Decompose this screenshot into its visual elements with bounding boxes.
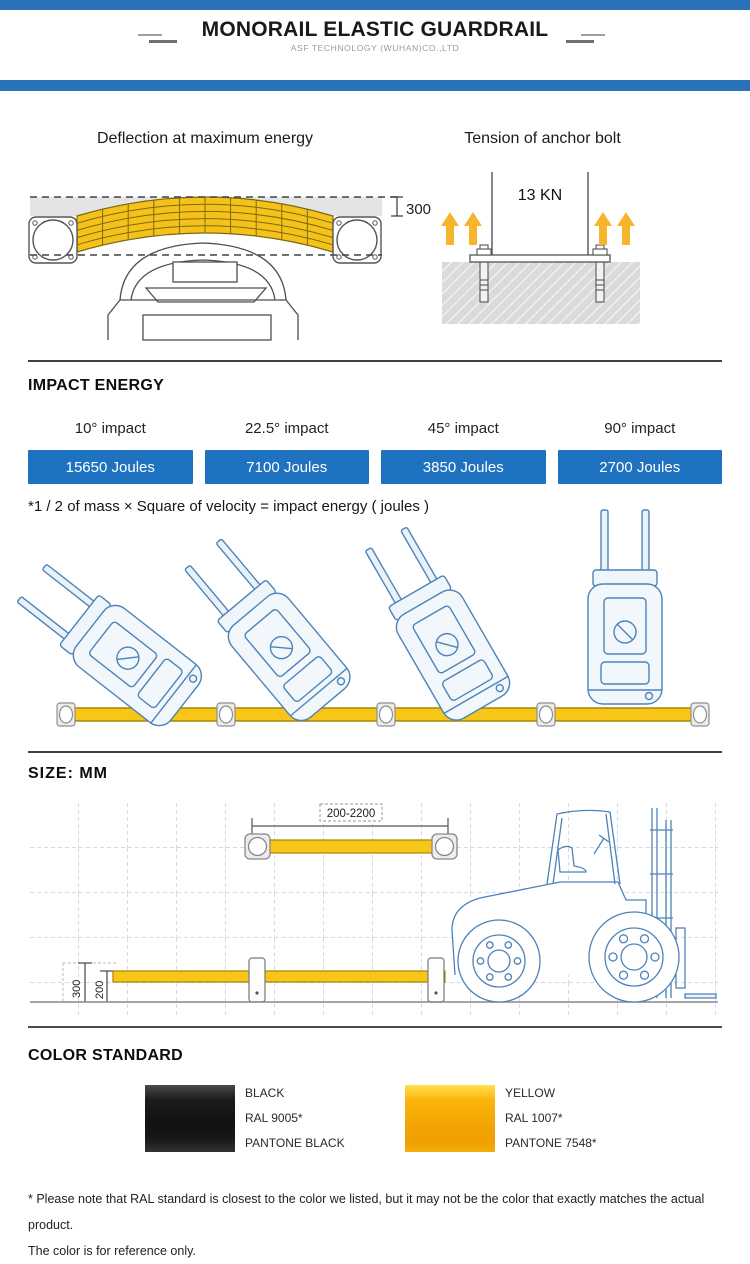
forklift-top-view-45deg — [354, 521, 515, 726]
deflection-dimension-lines — [391, 197, 403, 216]
impact-angles-illustration — [0, 520, 750, 750]
deflection-title: Deflection at maximum energy — [96, 130, 314, 147]
impact-angle-label: 45° impact — [427, 420, 499, 437]
disclaimer-line-1: * Please note that RAL standard is closest to the color we listed, but it may not be the color that exactly matches the actual product. — [28, 1192, 705, 1232]
impact-energy-value: 15650 Joules — [28, 450, 193, 484]
anchor-bolt-diagram — [440, 170, 720, 345]
header-ornament-right-icon — [566, 34, 606, 48]
impact-col-90 — [558, 420, 723, 484]
black-color-swatch — [145, 1085, 235, 1152]
color-ral: RAL 9005* — [245, 1111, 303, 1125]
impact-angle-label: 22.5° impact — [244, 420, 329, 437]
post-edges — [492, 172, 588, 255]
impact-col-22 — [205, 420, 370, 484]
impact-col-10 — [28, 420, 193, 484]
forklift-top-view-90deg — [588, 510, 662, 704]
color-name: YELLOW — [505, 1086, 556, 1100]
length-dimension-label: 200-2200 — [326, 808, 376, 820]
impact-energy-value: 7100 Joules — [205, 450, 370, 484]
color-pantone: PANTONE 7548* — [505, 1136, 597, 1150]
impact-angle-label: 90° impact — [604, 420, 676, 437]
concrete-block — [442, 262, 640, 324]
section-divider — [28, 360, 722, 362]
tension-force-label: 13 KN — [517, 187, 563, 204]
top-accent-bar — [0, 0, 750, 10]
size-diagram — [0, 800, 750, 1025]
impact-energy-value: 3850 Joules — [381, 450, 546, 484]
forklift-top-view-22deg — [175, 530, 356, 726]
color-standard-heading: COLOR STANDARD — [28, 1047, 184, 1064]
section-divider — [28, 1026, 722, 1028]
company-name: ASF TECHNOLOGY (WUHAN)CO.,LTD — [290, 43, 460, 53]
forklift-top-view-10deg — [9, 554, 207, 732]
deflection-diagram — [25, 170, 435, 345]
yellow-color-swatch — [405, 1085, 495, 1152]
color-ral: RAL 1007* — [505, 1111, 563, 1125]
forklift-front-outline — [108, 243, 298, 340]
header-bottom-bar — [0, 80, 750, 91]
disclaimer-line-2: The color is for reference only. — [28, 1244, 196, 1258]
height-dimension-200: 200 — [94, 980, 106, 999]
ral-disclaimer — [28, 1186, 733, 1264]
height-dimension-300: 300 — [71, 979, 83, 998]
section-divider — [28, 751, 722, 753]
impact-energy-table — [28, 420, 722, 484]
impact-energy-formula: *1 / 2 of mass × Square of velocity = impact energy ( joules ) — [28, 498, 430, 515]
header-ornament-left-icon — [138, 34, 178, 48]
deflection-dimension-label: 300 — [406, 201, 432, 218]
impact-angle-label: 10° impact — [74, 420, 146, 437]
impact-energy-heading: IMPACT ENERGY — [28, 377, 165, 394]
black-swatch-labels — [245, 1086, 345, 1150]
anchor-title: Tension of anchor bolt — [464, 130, 621, 147]
size-heading: SIZE: MM — [28, 765, 108, 782]
yellow-swatch-labels — [505, 1086, 597, 1150]
color-name: BLACK — [245, 1086, 285, 1100]
base-plate — [470, 255, 610, 262]
impact-energy-value: 2700 Joules — [558, 450, 723, 484]
impact-col-45 — [381, 420, 546, 484]
page-title: MONORAIL ELASTIC GUARDRAIL — [201, 18, 549, 41]
tension-arrows-icon — [441, 212, 635, 245]
header — [0, 10, 750, 80]
color-pantone: PANTONE BLACK — [245, 1136, 345, 1150]
